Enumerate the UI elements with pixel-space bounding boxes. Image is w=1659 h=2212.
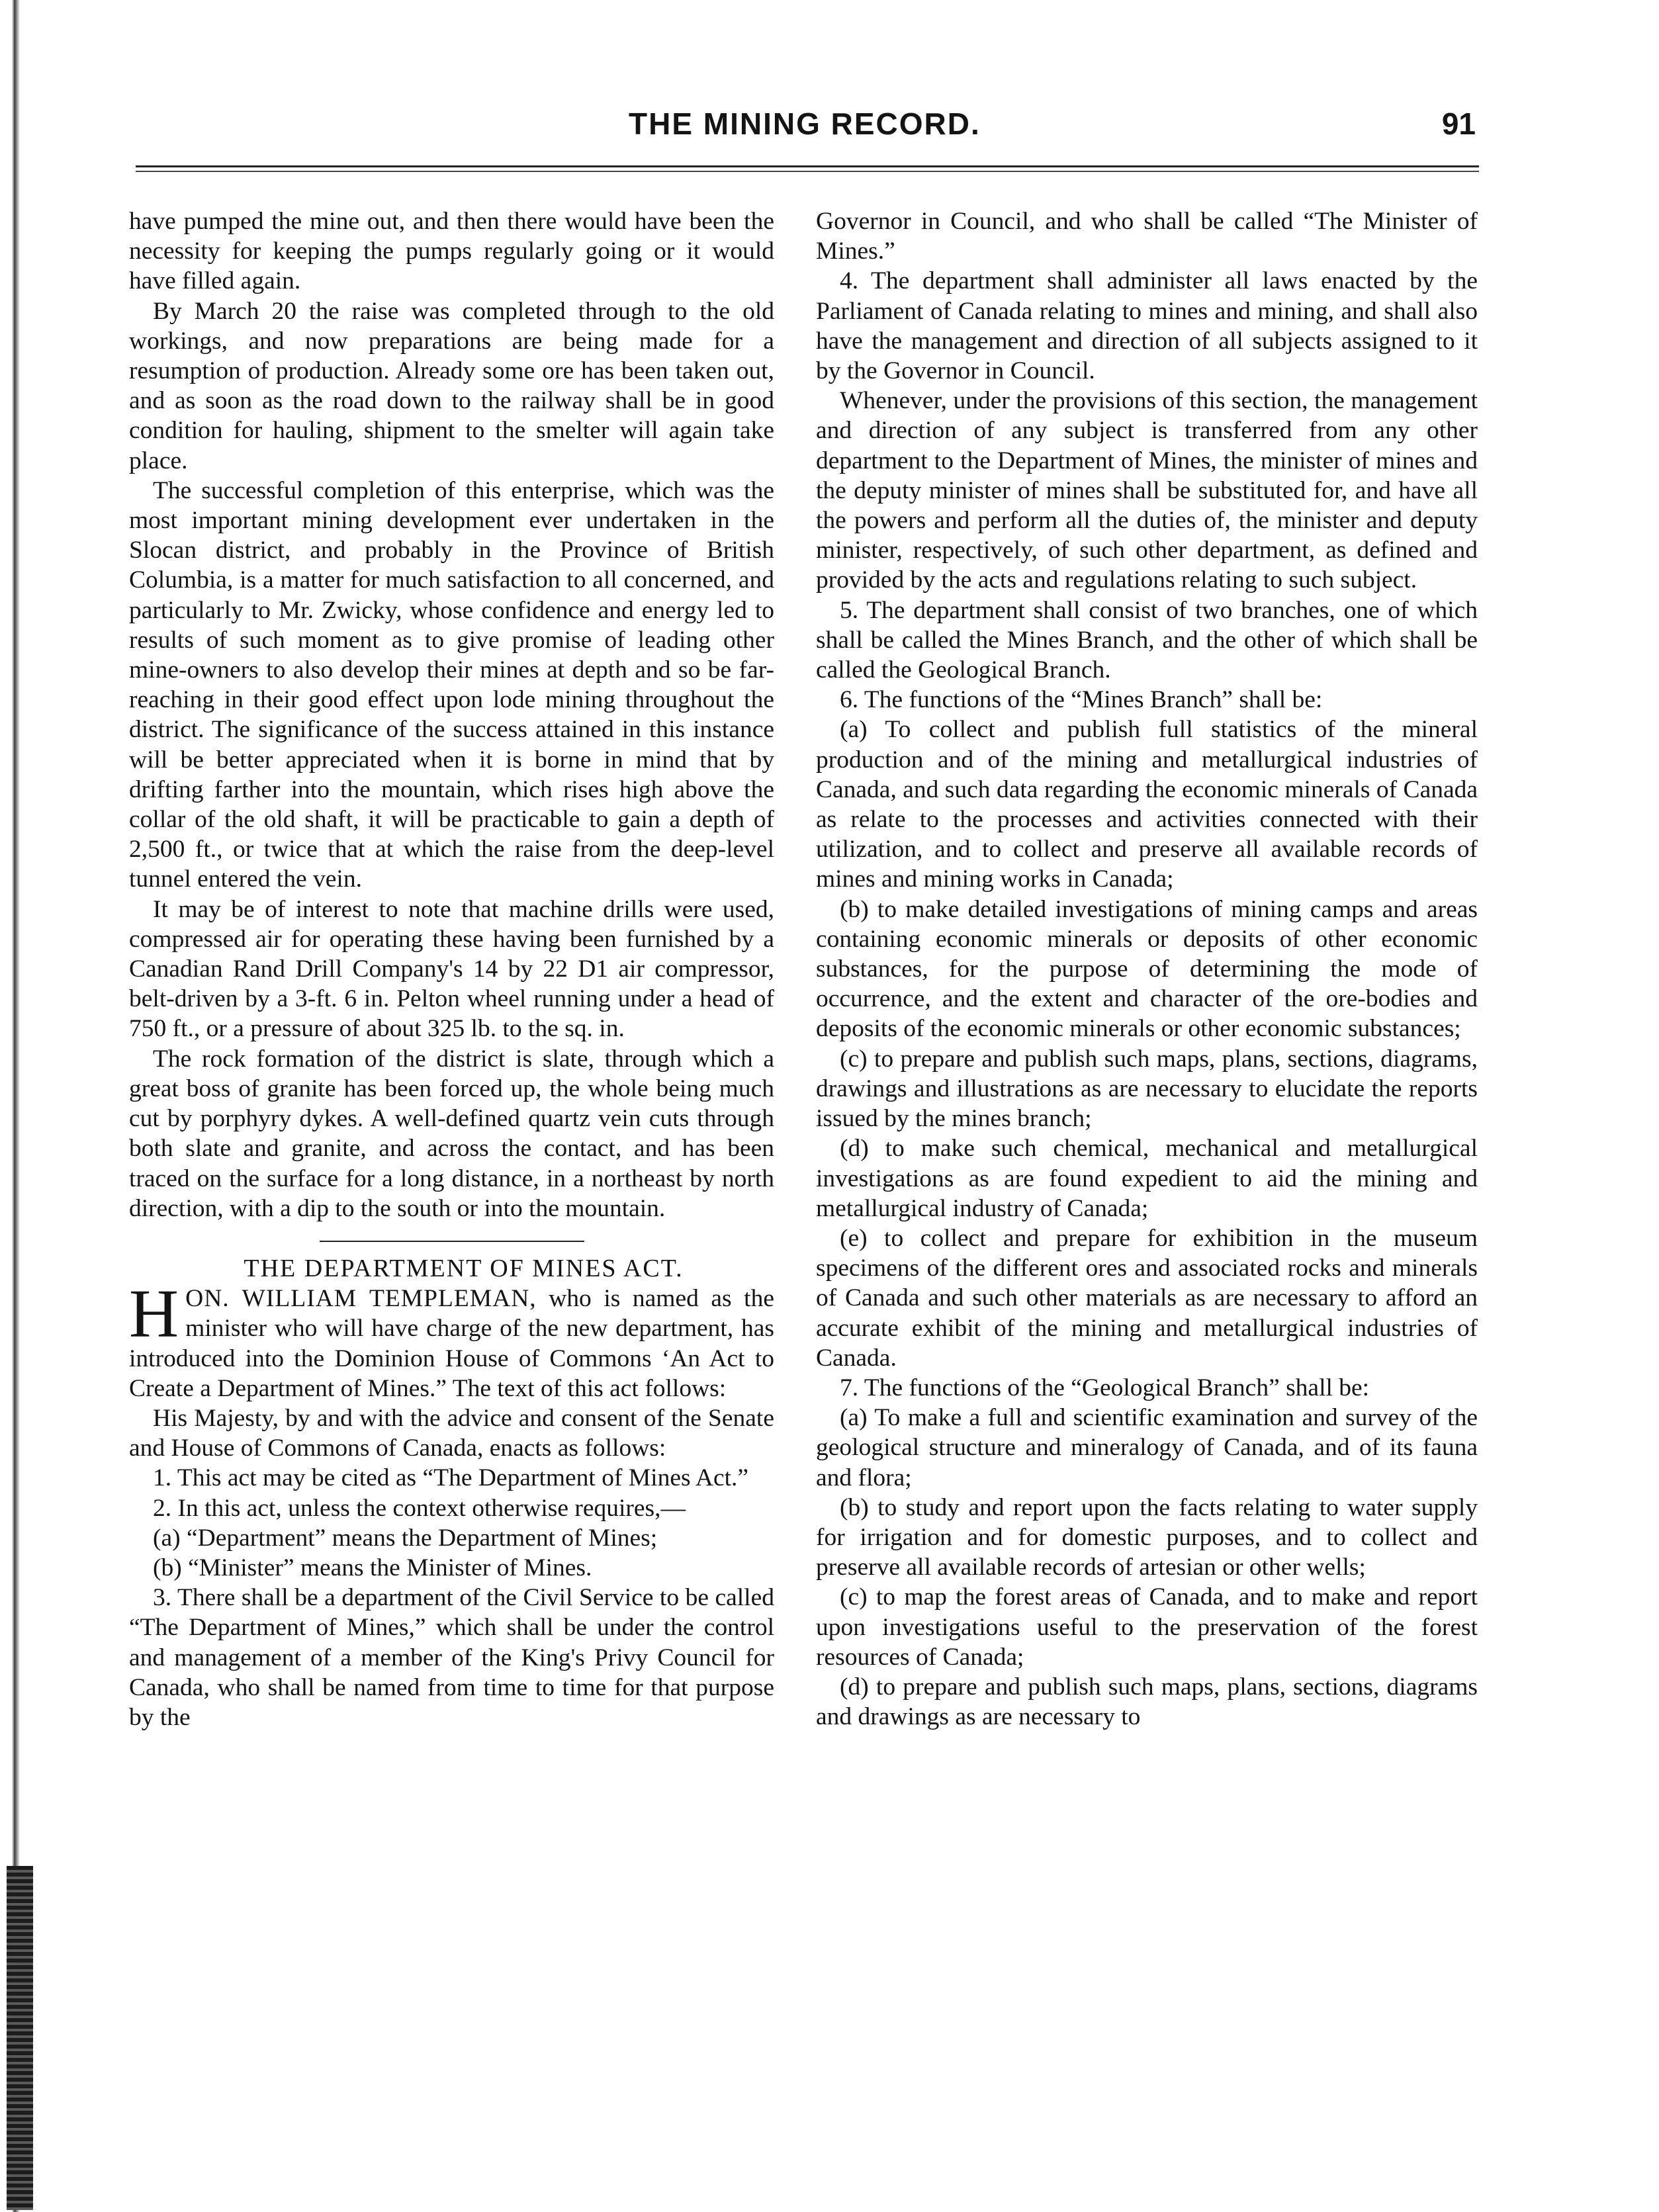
journal-title: THE MINING RECORD. (629, 107, 981, 141)
page-number: 91 (1441, 107, 1476, 141)
paragraph: (a) To collect and publish full statistics of the mineral production and of the mining and metallurgical industries of Canada, and such data regarding the economic minerals of Canada as relate to the processes and activities connected with their utilization, and to collect and preserve all available records of mines and mining works in Canada; (816, 716, 1478, 893)
act-paragraph: 2. In this act, unless the context otherwise requires,— (153, 1494, 686, 1522)
paragraph: (d) to make such chemical, mechanical and metallurgical investigations as are found expedient to aid the mining and metallurgical industry of Canada; (816, 1135, 1478, 1222)
paragraph: (c) to prepare and publish such maps, plans, sections, diagrams, drawings and illustrations as are necessary to elucidate the reports issued by the mines branch; (816, 1045, 1478, 1133)
paragraph: (a) To make a full and scientific examination and survey of the geological structure and mineralogy of Canada, and of its fauna and flora; (816, 1404, 1478, 1491)
paragraph: Whenever, under the provisions of this section, the management and direction of any subject is transferred from any other department to the Department of Mines, the minister of mines and the deputy minister of mines shall be substituted for, and have all the powers and perform all the duties of, the minister and deputy minister, respectively, of such other department, as defined and provided by the acts and regulations relating to such subject. (816, 387, 1478, 594)
right-column (816, 206, 1478, 1732)
act-paragraph: His Majesty, by and with the advice and consent of the Senate and House of Commons of Canada, enacts as follows: (129, 1404, 774, 1462)
paragraph: 6. The functions of the “Mines Branch” shall be: (840, 686, 1323, 714)
act-paragraph: (b) “Minister” means the Minister of Mines. (153, 1554, 592, 1581)
paragraph: The successful completion of this enterprise, which was the most important mining development ever undertaken in the Slocan district, and probably in the Province of British Columbia, is a matter for much satisfaction to all concerned, and particularly to Mr. Zwicky, whose confidence and energy led to results of such moment as to give promise of leading other mine-owners to also develop their mines at depth and so be far-reaching in their good effect upon lode mining throughout the district. The significance of the success attained in this instance will be better appreciated when it is borne in mind that by drifting farther into the mountain, which rises high above the collar of the old shaft, it will be practicable to gain a depth of 2,500 ft., or twice that at which the raise from the deep-level tunnel entered the vein. (129, 476, 774, 893)
paragraph: 5. The department shall consist of two branches, one of which shall be called the Mines Branch, and the other of which shall be called the Geological Branch. (816, 596, 1478, 684)
paragraph: The rock formation of the district is slate, through which a great boss of granite has been forced up, the whole being much cut by porphyry dykes. A well-defined quartz vein cuts through both slate and granite, and across the contact, and has been traced on the surface for a long distance, in a northeast by north direction, with a dip to the south or into the mountain. (129, 1045, 774, 1222)
running-header (119, 106, 1476, 152)
paragraph: 4. The department shall administer all laws enacted by the Parliament of Canada relating to mines and mining, and shall also have the management and direction of all subjects assigned to it by the Governor in Council. (816, 267, 1478, 385)
section-title: THE DEPARTMENT OF MINES ACT. (244, 1254, 684, 1282)
page-binding-shadow (7, 1866, 33, 2210)
paragraph: have pumped the mine out, and then there would have been the necessity for keeping the pumps regularly going or it would have filled again. (129, 208, 774, 295)
paragraph: (d) to prepare and publish such maps, plans, sections, diagrams and drawings as are necessary to (816, 1673, 1478, 1731)
intro-text: who is named as the minister who will have charge of the new department, has introduced into the Dominion House of Commons ‘An Act to Create a Department of Mines.” The text of this act follows: (129, 1285, 774, 1402)
paragraph: (e) to collect and prepare for exhibition in the museum specimens of the different ores and associated rocks and minerals of Canada and such other materials as are necessary to afford an accurate exhibit of the mining and metallurgical industries of Canada. (816, 1224, 1478, 1372)
intro-name: ON. WILLIAM TEMPLEMAN, (185, 1285, 537, 1313)
header-rule (136, 165, 1479, 172)
paragraph: (b) to study and report upon the facts relating to water supply for irrigation and for domestic purposes, and to collect and preserve all available records of artesian or other wells; (816, 1493, 1478, 1581)
drop-cap-letter: H (129, 1276, 179, 1352)
act-paragraph: 1. This act may be cited as “The Department of Mines Act.” (153, 1464, 749, 1492)
paragraph: (b) to make detailed investigations of mining camps and areas containing economic minerals or deposits of other economic substances, for the purpose of determining the mode of occurrence, and the extent and character of the ore-bodies and deposits of the economic minerals or other economic substances; (816, 895, 1478, 1043)
section-divider (320, 1241, 584, 1242)
paragraph: 7. The functions of the “Geological Branch” shall be: (840, 1374, 1370, 1401)
intro-paragraph (129, 1276, 774, 1403)
paragraph: (c) to map the forest areas of Canada, and to make and report upon investigations useful to the preservation of the forest resources of Canada; (816, 1583, 1478, 1671)
paragraph: It may be of interest to note that machine drills were used, compressed air for operating these having been furnished by a Canadian Rand Drill Company's 14 by 22 D1 air compressor, belt-driven by a 3-ft. 6 in. Pelton wheel running under a head of 750 ft., or a pressure of about 325 lb. to the sq. in. (129, 895, 774, 1043)
left-column (129, 206, 774, 1732)
act-paragraph: 3. There shall be a department of the Civil Service to be called “The Department of Mines,” which shall be under the control and management of a member of the King's Privy Council for Canada, who shall be named from time to time for that purpose by the (129, 1584, 774, 1731)
act-paragraph: (a) “Department” means the Department of Mines; (153, 1524, 658, 1552)
paragraph: Governor in Council, and who shall be called “The Minister of Mines.” (816, 208, 1478, 265)
paragraph: By March 20 the raise was completed through to the old workings, and now preparations are being made for a resumption of production. Already some ore has been taken out, and as soon as the road down to the railway shall be in good condition for hauling, shipment to the smelter will again take place. (129, 297, 774, 474)
